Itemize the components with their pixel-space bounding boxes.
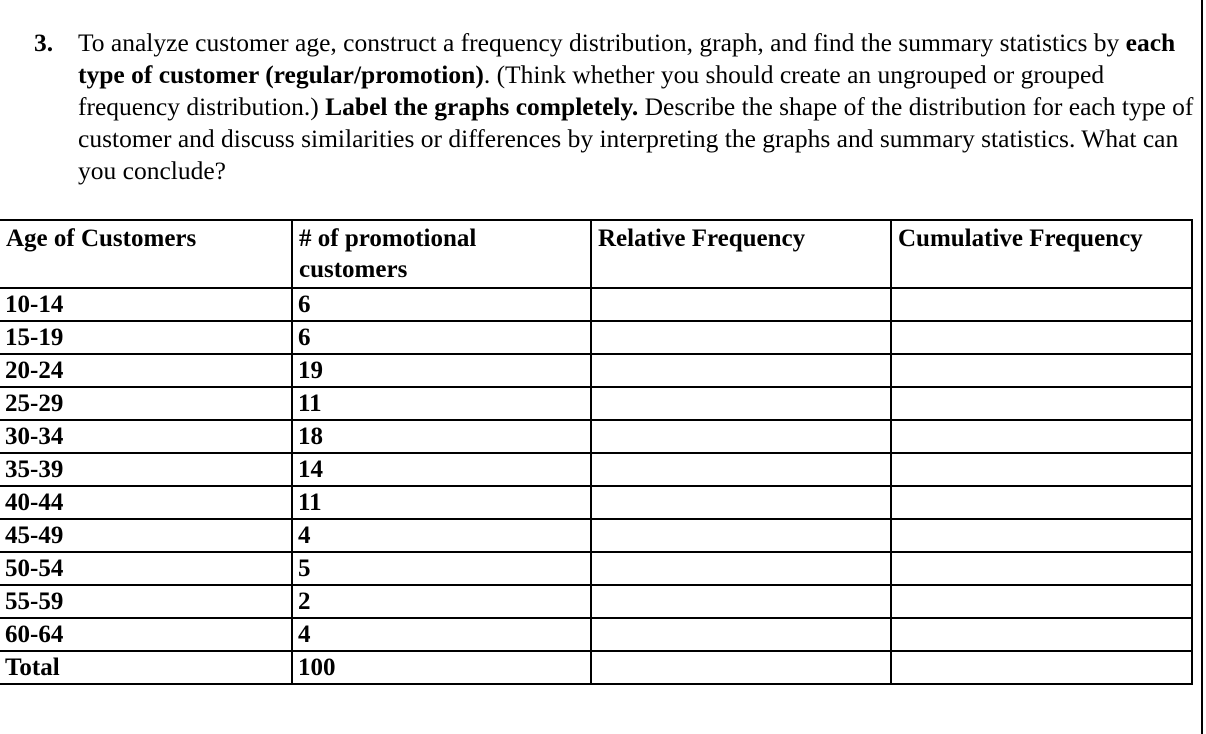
header-relative-frequency: Relative Frequency bbox=[591, 220, 891, 288]
cumulative-frequency-cell bbox=[891, 486, 1192, 519]
table-row bbox=[0, 420, 1192, 453]
promotional-count-cell: 14 bbox=[292, 453, 591, 486]
header-promotional-customers: # of promotional customers bbox=[292, 220, 591, 288]
promotional-count-cell: 100 bbox=[292, 651, 591, 684]
relative-frequency-cell bbox=[591, 321, 891, 354]
age-range-cell: 15-19 bbox=[0, 321, 292, 354]
table-row bbox=[0, 585, 1192, 618]
age-range-cell: 10-14 bbox=[0, 288, 292, 321]
promotional-count-cell: 4 bbox=[292, 618, 591, 651]
table-row bbox=[0, 486, 1192, 519]
relative-frequency-cell bbox=[591, 420, 891, 453]
cumulative-frequency-cell bbox=[891, 420, 1192, 453]
promotional-count-cell: 18 bbox=[292, 420, 591, 453]
header-cumulative-frequency: Cumulative Frequency bbox=[891, 220, 1192, 288]
relative-frequency-cell bbox=[591, 354, 891, 387]
age-range-cell: 30-34 bbox=[0, 420, 292, 453]
table-row bbox=[0, 354, 1192, 387]
cumulative-frequency-cell bbox=[891, 651, 1192, 684]
relative-frequency-cell bbox=[591, 486, 891, 519]
table-row bbox=[0, 552, 1192, 585]
question-number: 3. bbox=[34, 28, 54, 57]
question-text bbox=[78, 27, 1198, 187]
question-segment: To analyze customer age, construct a frequency distribution, graph, and find the summary statistics by bbox=[78, 28, 1126, 57]
promotional-count-cell: 11 bbox=[292, 486, 591, 519]
age-range-cell: 40-44 bbox=[0, 486, 292, 519]
promotional-count-cell: 6 bbox=[292, 321, 591, 354]
promotional-count-cell: 19 bbox=[292, 354, 591, 387]
table-header-row bbox=[0, 220, 1192, 288]
promotional-count-cell: 4 bbox=[292, 519, 591, 552]
age-range-cell: 35-39 bbox=[0, 453, 292, 486]
age-range-cell: 20-24 bbox=[0, 354, 292, 387]
promotional-count-cell: 6 bbox=[292, 288, 591, 321]
page-right-border bbox=[1201, 0, 1203, 734]
promotional-count-cell: 2 bbox=[292, 585, 591, 618]
table-row bbox=[0, 453, 1192, 486]
age-range-cell: 60-64 bbox=[0, 618, 292, 651]
table-row bbox=[0, 387, 1192, 420]
table-row bbox=[0, 618, 1192, 651]
table-row bbox=[0, 519, 1192, 552]
promotional-count-cell: 5 bbox=[292, 552, 591, 585]
question-segment: Describe the shape of the distribution for each type of customer and discuss similarities or differences by interpreting the graphs and summary statistics. What can you conclude? bbox=[78, 92, 1194, 185]
cumulative-frequency-cell bbox=[891, 321, 1192, 354]
age-range-cell: 25-29 bbox=[0, 387, 292, 420]
frequency-table bbox=[0, 219, 1193, 685]
table-row bbox=[0, 651, 1192, 684]
age-range-cell: 55-59 bbox=[0, 585, 292, 618]
question-emphasis: Label the graphs completely. bbox=[325, 92, 639, 121]
relative-frequency-cell bbox=[591, 453, 891, 486]
cumulative-frequency-cell bbox=[891, 354, 1192, 387]
table-body bbox=[0, 288, 1192, 684]
age-range-cell: Total bbox=[0, 651, 292, 684]
cumulative-frequency-cell bbox=[891, 585, 1192, 618]
relative-frequency-cell bbox=[591, 387, 891, 420]
relative-frequency-cell bbox=[591, 288, 891, 321]
table-row bbox=[0, 288, 1192, 321]
promotional-count-cell: 11 bbox=[292, 387, 591, 420]
relative-frequency-cell bbox=[591, 585, 891, 618]
cumulative-frequency-cell bbox=[891, 519, 1192, 552]
relative-frequency-cell bbox=[591, 618, 891, 651]
question-segment: . (Think whether you should create an ungrouped or grouped frequency distribution.) bbox=[78, 60, 1105, 121]
relative-frequency-cell bbox=[591, 552, 891, 585]
cumulative-frequency-cell bbox=[891, 387, 1192, 420]
cumulative-frequency-cell bbox=[891, 618, 1192, 651]
cumulative-frequency-cell bbox=[891, 288, 1192, 321]
cumulative-frequency-cell bbox=[891, 453, 1192, 486]
header-age-of-customers: Age of Customers bbox=[0, 220, 292, 288]
table-row bbox=[0, 321, 1192, 354]
cumulative-frequency-cell bbox=[891, 552, 1192, 585]
relative-frequency-cell bbox=[591, 519, 891, 552]
age-range-cell: 50-54 bbox=[0, 552, 292, 585]
relative-frequency-cell bbox=[591, 651, 891, 684]
question-emphasis: each type of customer (regular/promotion) bbox=[78, 28, 1176, 89]
age-range-cell: 45-49 bbox=[0, 519, 292, 552]
